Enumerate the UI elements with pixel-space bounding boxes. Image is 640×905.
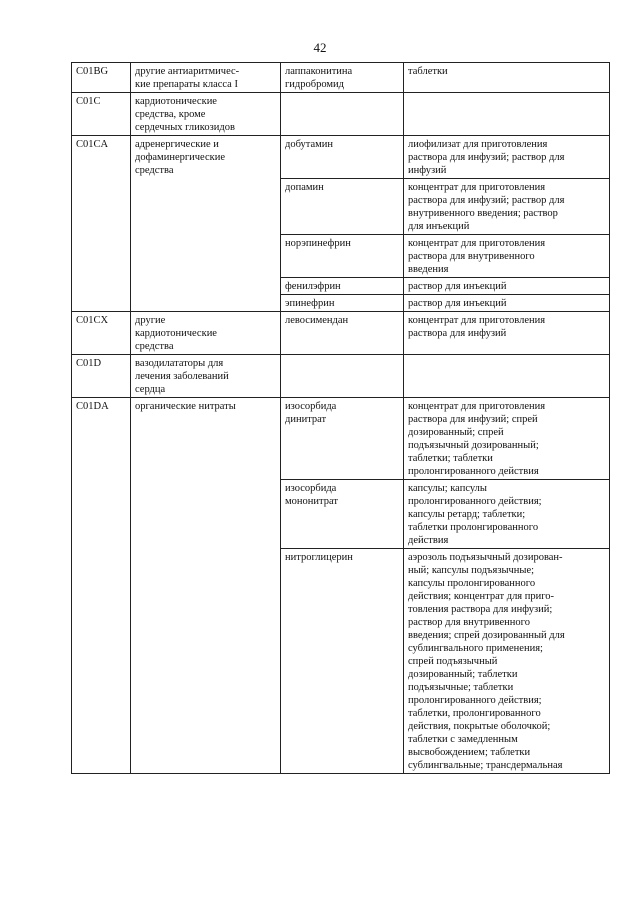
dosage-form-line: таблетки, пролонгированного <box>408 708 541 719</box>
drug-name-line: динитрат <box>285 414 327 425</box>
dosage-form-line: подъязычные; таблетки <box>408 682 514 693</box>
table-row <box>72 398 610 480</box>
dosage-form-line: пролонгированного действия; <box>408 496 542 507</box>
page-number: 42 <box>313 40 327 55</box>
anatomical-group-cell <box>131 136 281 312</box>
dosage-form-cell <box>404 355 610 398</box>
dosage-form-line: ный; капсулы подъязычные; <box>408 565 535 576</box>
drug-name-cell <box>281 93 404 136</box>
drug-name-line: добутамин <box>285 139 334 150</box>
group-line: вазодилататоры для <box>135 358 224 369</box>
group-line: другие <box>135 315 166 326</box>
dosage-form-line: лиофилизат для приготовления <box>408 139 548 150</box>
group-line: дофаминергические <box>135 152 226 163</box>
dosage-form-line: концентрат для приготовления <box>408 315 546 326</box>
drug-name-line: нитроглицерин <box>285 552 353 563</box>
drug-name-line: левосимендан <box>285 315 349 326</box>
dosage-form-line: товления раствора для инфузий; <box>408 604 553 615</box>
group-line: другие антиаритмичес- <box>135 66 240 77</box>
group-line: кардиотонические <box>135 96 217 107</box>
dosage-form-cell <box>404 179 610 235</box>
anatomical-group-cell <box>131 312 281 355</box>
table-row <box>72 136 610 179</box>
dosage-form-line: капсулы ретард; таблетки; <box>408 509 526 520</box>
dosage-form-line: раствора для инфузий <box>408 328 507 339</box>
dosage-form-cell <box>404 63 610 93</box>
group-line: кие препараты класса I <box>135 79 238 90</box>
drug-name-line: мононитрат <box>285 496 338 507</box>
table-row <box>72 63 610 93</box>
dosage-form-line: действия <box>408 535 449 546</box>
dosage-form-line: капсулы; капсулы <box>408 483 487 494</box>
dosage-form-line: инфузий <box>408 165 447 176</box>
dosage-form-line: внутривенного введения; раствор <box>408 208 558 219</box>
dosage-form-cell <box>404 549 610 774</box>
group-line: сердца <box>135 384 166 395</box>
group-line: органические нитраты <box>135 401 236 412</box>
drug-name-cell <box>281 398 404 480</box>
dosage-form-cell <box>404 295 610 312</box>
drug-name-cell <box>281 549 404 774</box>
dosage-form-line: таблетки пролонгированного <box>408 522 539 533</box>
dosage-form-line: концентрат для приготовления <box>408 238 546 249</box>
dosage-form-line: таблетки; таблетки <box>408 453 493 464</box>
group-line: средства, кроме <box>135 109 206 120</box>
anatomical-group-cell <box>131 93 281 136</box>
dosage-form-line: высвобождением; таблетки <box>408 747 531 758</box>
dosage-form-line: сублингвального применения; <box>408 643 543 654</box>
atc-code-cell: C01C <box>72 93 131 136</box>
dosage-form-line: раствор для инъекций <box>408 281 507 292</box>
dosage-form-line: введения; спрей дозированный для <box>408 630 565 641</box>
dosage-form-line: раствор для внутривенного <box>408 617 530 628</box>
dosage-form-cell <box>404 235 610 278</box>
dosage-form-line: для инъекций <box>408 221 470 232</box>
anatomical-group-cell <box>131 398 281 774</box>
dosage-form-line: капсулы пролонгированного <box>408 578 536 589</box>
dosage-form-line: введения <box>408 264 449 275</box>
drug-name-line: эпинефрин <box>285 298 335 309</box>
dosage-form-cell <box>404 136 610 179</box>
dosage-form-cell <box>404 312 610 355</box>
dosage-form-line: пролонгированного действия; <box>408 695 542 706</box>
dosage-form-line: спрей подъязычный <box>408 656 498 667</box>
anatomical-group-cell <box>131 355 281 398</box>
drug-name-line: лаппаконитина <box>285 66 353 77</box>
drug-name-line: гидробромид <box>285 79 345 90</box>
group-line: средства <box>135 341 174 352</box>
group-line: лечения заболеваний <box>135 371 229 382</box>
dosage-form-line: таблетки с замедленным <box>408 734 518 745</box>
table-row <box>72 312 610 355</box>
dosage-form-line: сублингвальные; трансдермальная <box>408 760 563 771</box>
drug-name-cell <box>281 179 404 235</box>
drug-name-cell <box>281 312 404 355</box>
atc-code-cell: C01D <box>72 355 131 398</box>
dosage-form-line: аэрозоль подъязычный дозирован- <box>408 552 563 563</box>
drug-name-line: изосорбида <box>285 401 337 412</box>
dosage-form-line: таблетки <box>408 66 448 77</box>
group-line: сердечных гликозидов <box>135 122 235 133</box>
dosage-form-line: раствора для внутривенного <box>408 251 535 262</box>
drug-name-line: норэпинефрин <box>285 238 351 249</box>
dosage-form-line: дозированный; спрей <box>408 427 504 438</box>
group-line: кардиотонические <box>135 328 217 339</box>
dosage-form-line: раствора для инфузий; раствор для <box>408 195 565 206</box>
drug-name-cell <box>281 480 404 549</box>
atc-code-cell: C01CX <box>72 312 131 355</box>
dosage-form-line: раствор для инъекций <box>408 298 507 309</box>
drug-name-cell <box>281 278 404 295</box>
drug-name-cell <box>281 235 404 278</box>
dosage-form-line: дозированный; таблетки <box>408 669 518 680</box>
dosage-form-line: концентрат для приготовления <box>408 401 546 412</box>
drug-name-cell <box>281 295 404 312</box>
drug-name-cell <box>281 355 404 398</box>
atc-code-cell: C01BG <box>72 63 131 93</box>
drug-classification-table <box>71 62 610 774</box>
dosage-form-line: действия; концентрат для приго- <box>408 591 555 602</box>
atc-code-cell: C01CA <box>72 136 131 312</box>
dosage-form-line: действия, покрытые оболочкой; <box>408 721 551 732</box>
dosage-form-line: пролонгированного действия <box>408 466 539 477</box>
dosage-form-line: раствора для инфузий; спрей <box>408 414 538 425</box>
dosage-form-line: концентрат для приготовления <box>408 182 546 193</box>
drug-name-cell <box>281 136 404 179</box>
table-row <box>72 93 610 136</box>
drug-name-line: изосорбида <box>285 483 337 494</box>
anatomical-group-cell <box>131 63 281 93</box>
drug-name-line: фенилэфрин <box>285 281 341 292</box>
dosage-form-cell <box>404 480 610 549</box>
table-row <box>72 355 610 398</box>
drug-name-line: допамин <box>285 182 324 193</box>
dosage-form-cell <box>404 93 610 136</box>
drug-name-cell <box>281 63 404 93</box>
group-line: средства <box>135 165 174 176</box>
dosage-form-line: подъязычный дозированный; <box>408 440 539 451</box>
group-line: адренергические и <box>135 139 219 150</box>
dosage-form-line: раствора для инфузий; раствор для <box>408 152 565 163</box>
dosage-form-cell <box>404 398 610 480</box>
dosage-form-cell <box>404 278 610 295</box>
atc-code-cell: C01DA <box>72 398 131 774</box>
